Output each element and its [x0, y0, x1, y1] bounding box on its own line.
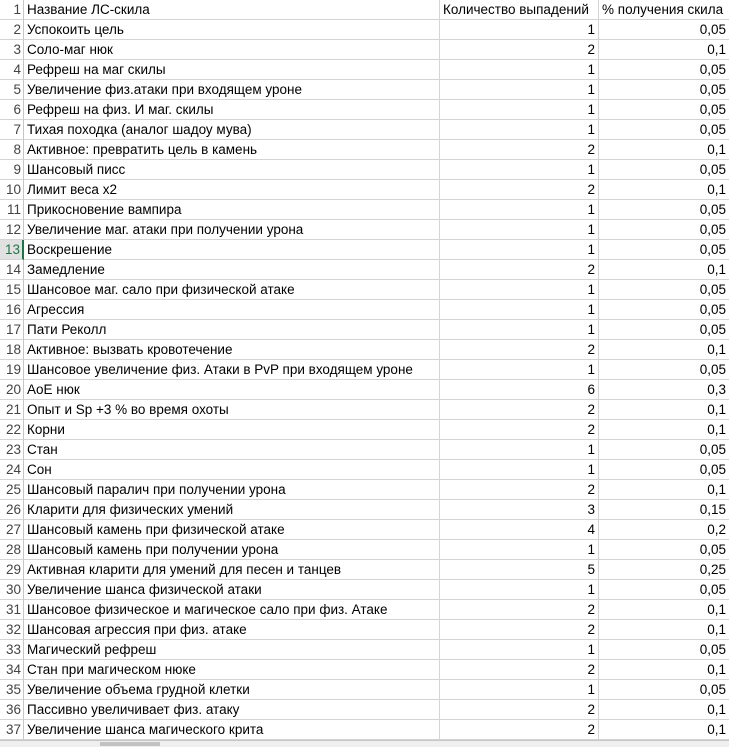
cell-percent[interactable]: 0,05: [599, 440, 729, 460]
cell-percent[interactable]: 0,1: [599, 340, 729, 360]
cell-count[interactable]: 1: [440, 100, 599, 120]
cell-count[interactable]: 1: [440, 160, 599, 180]
cell-skill-name[interactable]: Магический рефреш: [24, 640, 440, 660]
table-row: [0, 420, 729, 440]
cell-count[interactable]: 1: [440, 60, 599, 80]
cell-skill-name[interactable]: Увеличение шанса физической атаки: [24, 580, 440, 600]
cell-skill-name[interactable]: Сон: [24, 460, 440, 480]
cell-count[interactable]: 1: [440, 440, 599, 460]
cell-percent[interactable]: 0,05: [599, 80, 729, 100]
cell-skill-name[interactable]: Кларити для физических умений: [24, 500, 440, 520]
row-header[interactable]: 19: [0, 360, 24, 380]
cell-percent[interactable]: 0,05: [599, 460, 729, 480]
row-header[interactable]: 5: [0, 80, 24, 100]
cell-count[interactable]: 1: [440, 280, 599, 300]
table-row: [0, 140, 729, 160]
table-row: [0, 680, 729, 700]
row-header[interactable]: 6: [0, 100, 24, 120]
cell-percent[interactable]: 0,1: [599, 420, 729, 440]
table-row: [0, 700, 729, 720]
table-row: [0, 120, 729, 140]
table-row: [0, 600, 729, 620]
row-header[interactable]: 32: [0, 620, 24, 640]
cell-skill-name[interactable]: Шансовый писс: [24, 160, 440, 180]
row-header[interactable]: 3: [0, 40, 24, 60]
table-row: [0, 20, 729, 40]
row-header[interactable]: 12: [0, 220, 24, 240]
cell-percent[interactable]: 0,1: [599, 700, 729, 720]
cell-percent[interactable]: 0,05: [599, 200, 729, 220]
cell-skill-name[interactable]: Шансовый камень при физической атаке: [24, 520, 440, 540]
table-row: [0, 460, 729, 480]
header-cell-count[interactable]: Количество выпадений: [440, 0, 599, 20]
cell-percent[interactable]: 0,05: [599, 280, 729, 300]
cell-skill-name[interactable]: Успокоить цель: [24, 20, 440, 40]
cell-count[interactable]: 1: [440, 240, 599, 260]
row-header[interactable]: 25: [0, 480, 24, 500]
cell-percent[interactable]: 0,05: [599, 120, 729, 140]
header-cell-percent[interactable]: % получения скила: [599, 0, 729, 20]
cell-count[interactable]: 4: [440, 520, 599, 540]
cell-count[interactable]: 2: [440, 620, 599, 640]
cell-percent[interactable]: 0,1: [599, 260, 729, 280]
cell-count[interactable]: 1: [440, 580, 599, 600]
row-header[interactable]: 28: [0, 540, 24, 560]
row-header[interactable]: 24: [0, 460, 24, 480]
cell-count[interactable]: 1: [440, 300, 599, 320]
cell-skill-name[interactable]: Агрессия: [24, 300, 440, 320]
table-row: [0, 220, 729, 240]
cell-skill-name[interactable]: Активное: превратить цель в камень: [24, 140, 440, 160]
cell-count[interactable]: 6: [440, 380, 599, 400]
cell-count[interactable]: 2: [440, 660, 599, 680]
row-header[interactable]: 20: [0, 380, 24, 400]
cell-count[interactable]: 2: [440, 700, 599, 720]
cell-percent[interactable]: 0,2: [599, 520, 729, 540]
table-row: [0, 440, 729, 460]
cell-skill-name[interactable]: Прикосновение вампира: [24, 200, 440, 220]
table-row: [0, 620, 729, 640]
row-header[interactable]: 33: [0, 640, 24, 660]
cell-skill-name[interactable]: Шансовое физическое и магическое сало при физ. Атаке: [24, 600, 440, 620]
cell-skill-name[interactable]: Пати Реколл: [24, 320, 440, 340]
cell-count[interactable]: 1: [440, 320, 599, 340]
table-row: [0, 160, 729, 180]
table-row: [0, 720, 729, 740]
table-row: [0, 660, 729, 680]
row-header[interactable]: 9: [0, 160, 24, 180]
cell-count[interactable]: 2: [440, 140, 599, 160]
cell-count[interactable]: 2: [440, 480, 599, 500]
cell-percent[interactable]: 0,1: [599, 620, 729, 640]
cell-count[interactable]: 1: [440, 680, 599, 700]
table-row: [0, 640, 729, 660]
row-header[interactable]: 7: [0, 120, 24, 140]
cell-count[interactable]: 1: [440, 360, 599, 380]
row-header[interactable]: 17: [0, 320, 24, 340]
row-header[interactable]: 27: [0, 520, 24, 540]
row-header[interactable]: 2: [0, 20, 24, 40]
cell-count[interactable]: 5: [440, 560, 599, 580]
table-row: [0, 540, 729, 560]
cell-skill-name[interactable]: Шансовый камень при получении урона: [24, 540, 440, 560]
cell-skill-name[interactable]: Опыт и Sp +3 % во время охоты: [24, 400, 440, 420]
row-header[interactable]: 10: [0, 180, 24, 200]
row-header[interactable]: 35: [0, 680, 24, 700]
table-row: [0, 500, 729, 520]
table-row: [0, 280, 729, 300]
row-header[interactable]: 30: [0, 580, 24, 600]
row-header[interactable]: 34: [0, 660, 24, 680]
cell-skill-name[interactable]: Корни: [24, 420, 440, 440]
cell-percent[interactable]: 0,1: [599, 180, 729, 200]
cell-skill-name[interactable]: Шансовый паралич при получении урона: [24, 480, 440, 500]
cell-count[interactable]: 1: [440, 540, 599, 560]
cell-percent[interactable]: 0,05: [599, 680, 729, 700]
table-row: [0, 340, 729, 360]
row-header[interactable]: 14: [0, 260, 24, 280]
cell-percent[interactable]: 0,3: [599, 380, 729, 400]
cell-count[interactable]: 2: [440, 180, 599, 200]
cell-count[interactable]: 2: [440, 260, 599, 280]
cell-count[interactable]: 2: [440, 600, 599, 620]
cell-percent[interactable]: 0,05: [599, 540, 729, 560]
cell-count[interactable]: 1: [440, 460, 599, 480]
cell-percent[interactable]: 0,15: [599, 500, 729, 520]
row-header[interactable]: 23: [0, 440, 24, 460]
scrollbar-thumb[interactable]: [100, 742, 160, 746]
cell-skill-name[interactable]: Активная кларити для умений для песен и танцев: [24, 560, 440, 580]
cell-count[interactable]: 1: [440, 20, 599, 40]
cell-percent[interactable]: 0,05: [599, 300, 729, 320]
cell-percent[interactable]: 0,1: [599, 40, 729, 60]
cell-skill-name[interactable]: Стан: [24, 440, 440, 460]
data-rows: [0, 20, 729, 740]
cell-skill-name[interactable]: Шансовое маг. сало при физической атаке: [24, 280, 440, 300]
cell-percent[interactable]: 0,25: [599, 560, 729, 580]
cell-count[interactable]: 1: [440, 80, 599, 100]
cell-percent[interactable]: 0,05: [599, 20, 729, 40]
row-header[interactable]: 18: [0, 340, 24, 360]
cell-percent[interactable]: 0,05: [599, 240, 729, 260]
cell-skill-name[interactable]: Рефреш на физ. И маг. скилы: [24, 100, 440, 120]
table-row: [0, 380, 729, 400]
table-row: [0, 240, 729, 260]
table-row: [0, 360, 729, 380]
cell-percent[interactable]: 0,1: [599, 400, 729, 420]
cell-percent[interactable]: 0,05: [599, 640, 729, 660]
cell-skill-name[interactable]: Рефреш на маг скилы: [24, 60, 440, 80]
cell-count[interactable]: 2: [440, 340, 599, 360]
header-row: [0, 0, 729, 20]
table-row: [0, 60, 729, 80]
cell-skill-name[interactable]: Соло-маг нюк: [24, 40, 440, 60]
table-row: [0, 40, 729, 60]
cell-skill-name[interactable]: АоЕ нюк: [24, 380, 440, 400]
row-header[interactable]: 15: [0, 280, 24, 300]
row-header[interactable]: 16: [0, 300, 24, 320]
cell-count[interactable]: 2: [440, 420, 599, 440]
cell-percent[interactable]: 0,05: [599, 100, 729, 120]
cell-skill-name[interactable]: Увеличение маг. атаки при получении урона: [24, 220, 440, 240]
cell-percent[interactable]: 0,05: [599, 320, 729, 340]
table-row: [0, 300, 729, 320]
row-header[interactable]: 4: [0, 60, 24, 80]
cell-percent[interactable]: 0,05: [599, 160, 729, 180]
table-row: [0, 520, 729, 540]
row-header[interactable]: 37: [0, 720, 24, 740]
table-row: [0, 480, 729, 500]
cell-percent[interactable]: 0,05: [599, 220, 729, 240]
row-header[interactable]: 31: [0, 600, 24, 620]
cell-skill-name[interactable]: Тихая походка (аналог шадоу мува): [24, 120, 440, 140]
table-row: [0, 200, 729, 220]
cell-skill-name[interactable]: Замедление: [24, 260, 440, 280]
cell-percent[interactable]: 0,1: [599, 660, 729, 680]
row-header[interactable]: 29: [0, 560, 24, 580]
cell-count[interactable]: 1: [440, 640, 599, 660]
cell-skill-name[interactable]: Активное: вызвать кровотечение: [24, 340, 440, 360]
cell-percent[interactable]: 0,1: [599, 480, 729, 500]
table-row: [0, 100, 729, 120]
table-row: [0, 400, 729, 420]
cell-skill-name[interactable]: Стан при магическом нюке: [24, 660, 440, 680]
cell-skill-name[interactable]: Увеличение шанса магического крита: [24, 720, 440, 740]
cell-count[interactable]: 1: [440, 120, 599, 140]
cell-count[interactable]: 2: [440, 400, 599, 420]
row-header[interactable]: 11: [0, 200, 24, 220]
cell-percent[interactable]: 0,1: [599, 600, 729, 620]
cell-percent[interactable]: 0,05: [599, 580, 729, 600]
row-header[interactable]: 1: [0, 0, 24, 20]
cell-skill-name[interactable]: Лимит веса х2: [24, 180, 440, 200]
row-header[interactable]: 26: [0, 500, 24, 520]
cell-percent[interactable]: 0,05: [599, 360, 729, 380]
cell-percent[interactable]: 0,05: [599, 60, 729, 80]
table-row: [0, 560, 729, 580]
row-header[interactable]: 8: [0, 140, 24, 160]
cell-skill-name[interactable]: Пассивно увеличивает физ. атаку: [24, 700, 440, 720]
cell-skill-name[interactable]: Увеличение объема грудной клетки: [24, 680, 440, 700]
table-row: [0, 260, 729, 280]
table-row: [0, 80, 729, 100]
header-cell-name[interactable]: Название ЛС-скила: [24, 0, 440, 20]
cell-count[interactable]: 2: [440, 720, 599, 740]
cell-count[interactable]: 3: [440, 500, 599, 520]
cell-skill-name[interactable]: Увеличение физ.атаки при входящем уроне: [24, 80, 440, 100]
cell-count[interactable]: 2: [440, 40, 599, 60]
cell-count[interactable]: 1: [440, 200, 599, 220]
row-header[interactable]: 21: [0, 400, 24, 420]
cell-count[interactable]: 1: [440, 220, 599, 240]
cell-percent[interactable]: 0,1: [599, 720, 729, 740]
cell-skill-name[interactable]: Воскрешение: [24, 240, 440, 260]
cell-percent[interactable]: 0,1: [599, 140, 729, 160]
table-row: [0, 180, 729, 200]
row-header[interactable]: 22: [0, 420, 24, 440]
table-row: [0, 580, 729, 600]
table-row: [0, 320, 729, 340]
row-header[interactable]: 36: [0, 700, 24, 720]
row-header[interactable]: 13: [0, 240, 24, 260]
cell-skill-name[interactable]: Шансовое увеличение физ. Атаки в PvP при входящем уроне: [24, 360, 440, 380]
cell-skill-name[interactable]: Шансовая агрессия при физ. атаке: [24, 620, 440, 640]
